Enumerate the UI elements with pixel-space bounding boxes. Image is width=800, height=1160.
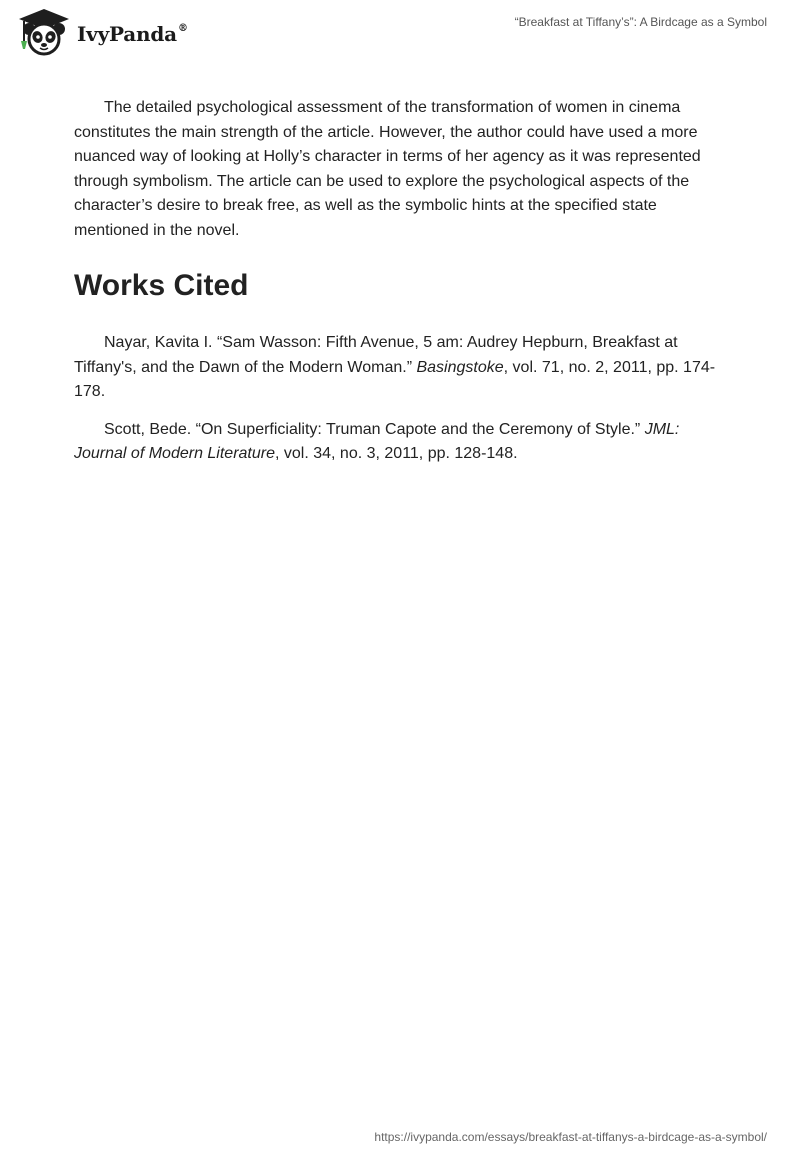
citation-details: , vol. 34, no. 3, 2011, pp. 128-148. [275, 445, 518, 462]
document-body [74, 96, 734, 480]
works-cited-list [74, 331, 734, 467]
citation-text: Scott, Bede. “On Superficiality: Truman Capote and the Ceremony of Style.” [104, 420, 645, 438]
document-title: “Breakfast at Tiffany’s”: A Birdcage as a Symbol [514, 15, 767, 29]
citation-details: , vol. 71, no. 2, 2011, pp. 174-178. [74, 358, 716, 400]
citation-entry [74, 418, 734, 467]
works-cited-heading: Works Cited [74, 269, 249, 302]
panda-graduation-cap-icon [15, 7, 73, 57]
source-url-link[interactable]: https://ivypanda.com/essays/breakfast-at-tiffanys-a-birdcage-as-a-symbol/ [374, 1130, 767, 1144]
body-paragraph: The detailed psychological assessment of the transformation of women in cinema constitutes the main strength of the article. However, the author could have used a more nuanced way of looking at Holly’s character in terms of her agency as it was represented through symbolism. The article can be used to explore the psychological aspects of the character’s desire to break free, as well as the symbolic hints at the specified state mentioned in the novel. [74, 99, 701, 239]
logo-text: IvyPanda® [77, 22, 188, 46]
citation-source: JML: Journal of Modern Literature [74, 420, 680, 462]
citation-source: Basingstoke [416, 358, 504, 376]
page-header [0, 0, 800, 64]
citation-text: Nayar, Kavita I. “Sam Wasson: Fifth Avenue, 5 am: Audrey Hepburn, Breakfast at Tiffany's, and the Dawn of the Modern Woman.” [74, 334, 678, 376]
registered-mark: ® [177, 23, 188, 35]
citation-entry [74, 331, 734, 405]
ivypanda-logo[interactable] [15, 7, 188, 57]
